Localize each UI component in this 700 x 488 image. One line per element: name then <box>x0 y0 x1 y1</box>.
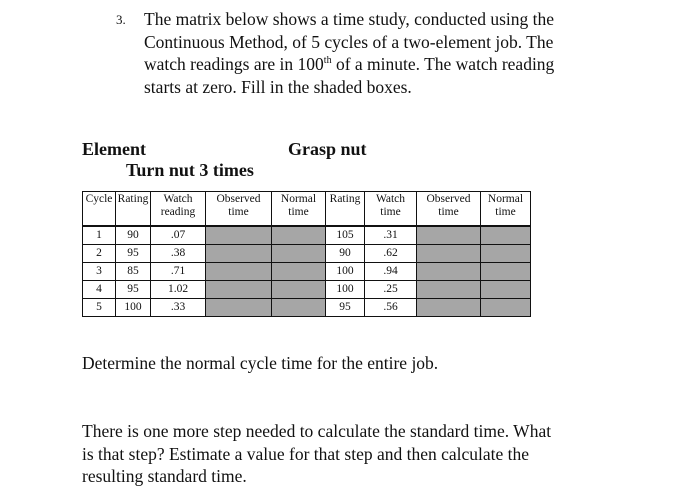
normal-time-2-input-cell[interactable] <box>481 299 531 317</box>
cycle-cell: 2 <box>83 245 116 263</box>
question2-line-2: is that step? Estimate a value for that step and then calculate the <box>82 443 530 464</box>
observed-time-input-cell[interactable] <box>206 226 272 245</box>
element2-title: Grasp nut <box>288 139 367 159</box>
watch-reading-cell: .07 <box>151 226 206 245</box>
header-observed-time-2: Observed time <box>417 192 481 227</box>
table-row <box>83 226 531 245</box>
normal-time-2-input-cell[interactable] <box>481 226 531 245</box>
problem-line-4: starts at zero. Fill in the shaded boxes. <box>144 76 412 97</box>
problem-line-3 <box>116 53 636 76</box>
normal-time-2-input-cell[interactable] <box>481 263 531 281</box>
rating-cell: 95 <box>116 245 151 263</box>
cycle-cell: 3 <box>83 263 116 281</box>
observed-time-2-input-cell[interactable] <box>417 226 481 245</box>
header-normal-time: Normal time <box>272 192 326 227</box>
header-normal-time-2: Normal time <box>481 192 531 227</box>
normal-time-input-cell[interactable] <box>272 226 326 245</box>
header-watch-time: Watch time <box>365 192 417 227</box>
problem-line-3-start: watch readings are in 100 <box>144 54 324 74</box>
rating-2-cell: 95 <box>326 299 365 317</box>
normal-time-input-cell[interactable] <box>272 263 326 281</box>
table-row <box>83 281 531 299</box>
rating-cell: 100 <box>116 299 151 317</box>
cycle-cell: 4 <box>83 281 116 299</box>
cycle-cell: 5 <box>83 299 116 317</box>
watch-time-cell: .94 <box>365 263 417 281</box>
watch-reading-cell: 1.02 <box>151 281 206 299</box>
observed-time-input-cell[interactable] <box>206 299 272 317</box>
normal-time-2-input-cell[interactable] <box>481 281 531 299</box>
question-normal-cycle-time: Determine the normal cycle time for the entire job. <box>82 353 439 373</box>
element-label: Element <box>82 139 146 159</box>
problem-line-2: Continuous Method, of 5 cycles of a two-element job. The <box>144 31 554 52</box>
rating-cell: 90 <box>116 226 151 245</box>
watch-time-cell: .25 <box>365 281 417 299</box>
observed-time-2-input-cell[interactable] <box>417 281 481 299</box>
question2-line-3: resulting standard time. <box>82 466 247 486</box>
superscript-th: th <box>323 55 332 67</box>
watch-time-cell: .62 <box>365 245 417 263</box>
watch-reading-cell: .38 <box>151 245 206 263</box>
observed-time-input-cell[interactable] <box>206 263 272 281</box>
problem-number: 3. <box>116 12 126 27</box>
header-watch-reading: Watch reading <box>151 192 206 227</box>
problem-statement <box>116 8 636 98</box>
header-observed-time: Observed time <box>206 192 272 227</box>
observed-time-input-cell[interactable] <box>206 245 272 263</box>
rating-cell: 95 <box>116 281 151 299</box>
observed-time-2-input-cell[interactable] <box>417 263 481 281</box>
watch-reading-cell: .71 <box>151 263 206 281</box>
rating-2-cell: 90 <box>326 245 365 263</box>
watch-time-cell: .31 <box>365 226 417 245</box>
watch-reading-cell: .33 <box>151 299 206 317</box>
rating-2-cell: 100 <box>326 263 365 281</box>
normal-time-input-cell[interactable] <box>272 299 326 317</box>
normal-time-input-cell[interactable] <box>272 245 326 263</box>
element1-title: Turn nut 3 times <box>126 160 254 180</box>
observed-time-2-input-cell[interactable] <box>417 299 481 317</box>
observed-time-2-input-cell[interactable] <box>417 245 481 263</box>
table-row <box>83 263 531 281</box>
table-row <box>83 299 531 317</box>
watch-time-cell: .56 <box>365 299 417 317</box>
time-study-table <box>82 191 531 317</box>
header-cycle: Cycle <box>83 192 116 227</box>
problem-line-1: The matrix below shows a time study, conducted using the <box>144 9 555 29</box>
normal-time-2-input-cell[interactable] <box>481 245 531 263</box>
rating-cell: 85 <box>116 263 151 281</box>
table-header-row <box>83 192 531 227</box>
normal-time-input-cell[interactable] <box>272 281 326 299</box>
header-rating: Rating <box>116 192 151 227</box>
problem-line-3-end: of a minute. The watch reading <box>335 54 555 74</box>
table-row <box>83 245 531 263</box>
rating-2-cell: 100 <box>326 281 365 299</box>
question2-line-1: There is one more step needed to calculate the standard time. What <box>82 421 552 441</box>
observed-time-input-cell[interactable] <box>206 281 272 299</box>
question-standard-time <box>82 420 551 488</box>
rating-2-cell: 105 <box>326 226 365 245</box>
header-rating-2: Rating <box>326 192 365 227</box>
cycle-cell: 1 <box>83 226 116 245</box>
